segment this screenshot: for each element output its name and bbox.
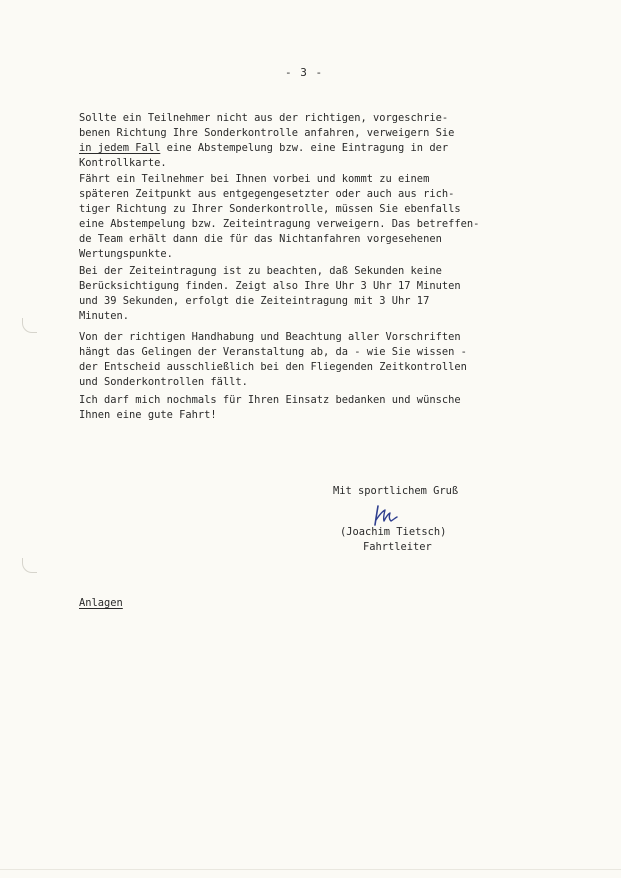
enclosures-label: Anlagen (79, 597, 123, 609)
text-line: Bei der Zeiteintragung ist zu beachten, daß Sekunden keine (79, 265, 442, 277)
text-line: benen Richtung Ihre Sonderkontrolle anfahren, verweigern Sie (79, 127, 455, 139)
page-edge-line (0, 869, 621, 870)
text-line-rest: eine Abstempelung bzw. eine Eintragung in der (160, 142, 449, 154)
text-line: hängt das Gelingen der Veranstaltung ab, da - wie Sie wissen - (79, 346, 467, 358)
text-line: und 39 Sekunden, erfolgt die Zeiteintragung mit 3 Uhr 17 (79, 295, 430, 307)
text-line: der Entscheid ausschließlich bei den Fliegenden Zeitkontrollen (79, 361, 467, 373)
underlined-emphasis: in jedem Fall (79, 142, 161, 154)
text-line: Von der richtigen Handhabung und Beachtung aller Vorschriften (79, 331, 461, 343)
text-line: Kontrollkarte. (79, 157, 167, 169)
text-line: Berücksichtigung finden. Zeigt also Ihre Uhr 3 Uhr 17 Minuten (79, 280, 461, 292)
text-line: tiger Richtung zu Ihrer Sonderkontrolle, müssen Sie ebenfalls (79, 203, 461, 215)
text-line: Ihnen eine gute Fahrt! (79, 409, 217, 421)
paragraph-wrong-direction (79, 111, 559, 171)
text-line: späteren Zeitpunkt aus entgegengesetzter oder auch aus rich- (79, 188, 455, 200)
text-line: und Sonderkontrollen fällt. (79, 376, 248, 388)
paragraph-time-entry (79, 264, 559, 324)
text-line: Fährt ein Teilnehmer bei Ihnen vorbei und kommt zu einem (79, 173, 430, 185)
paragraph-thanks (79, 393, 559, 423)
text-line: eine Abstempelung bzw. Zeiteintragung verweigern. Das betreffen- (79, 218, 480, 230)
text-line: Wertungspunkte. (79, 248, 173, 260)
signer-name: (Joachim Tietsch) (340, 526, 447, 538)
text-line: de Team erhält dann die für das Nichtanfahren vorgesehenen (79, 233, 442, 245)
text-line: Minuten. (79, 310, 130, 322)
text-line: Ich darf mich nochmals für Ihren Einsatz bedanken und wünsche (79, 394, 461, 406)
binding-hole-mark (22, 558, 37, 573)
paragraph-rules (79, 330, 559, 390)
text-line (79, 141, 559, 156)
text-line: Sollte ein Teilnehmer nicht aus der richtigen, vorgeschrie- (79, 112, 449, 124)
paragraph-later-arrival (79, 172, 559, 262)
closing-greeting: Mit sportlichem Gruß (333, 485, 459, 497)
binding-hole-mark (22, 318, 37, 333)
page-number: - 3 - (285, 66, 324, 79)
signer-role: Fahrtleiter (363, 541, 432, 553)
